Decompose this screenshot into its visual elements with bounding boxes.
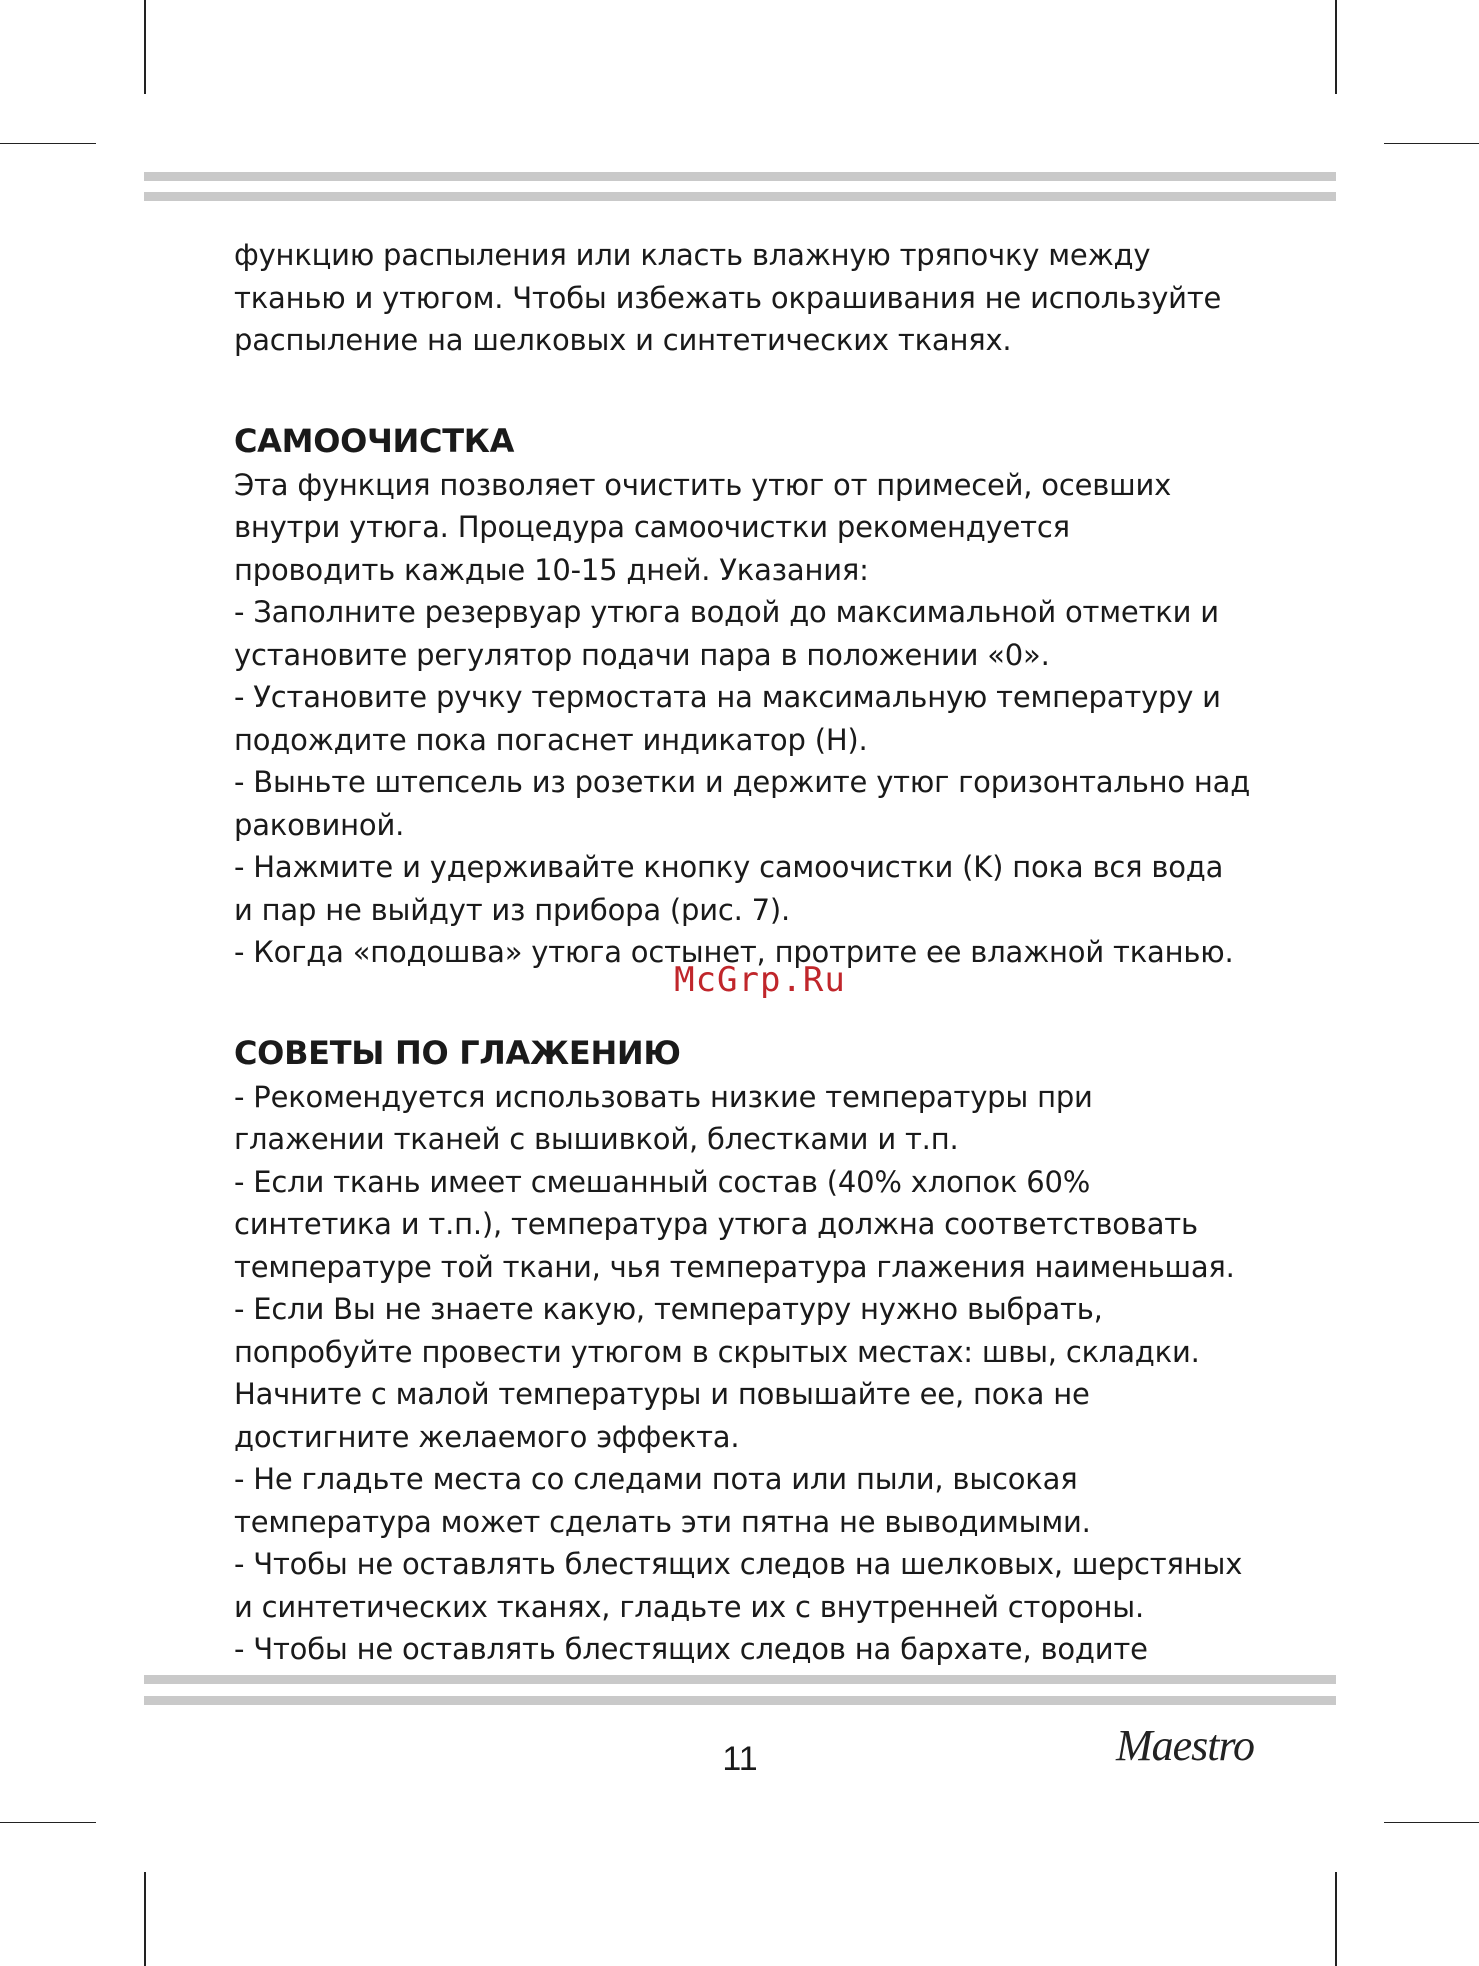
text-line: распыление на шелковых и синтетических тканях. xyxy=(234,323,1012,357)
page-content xyxy=(234,234,1274,1671)
text-line: проводить каждые 10-15 дней. Указания: xyxy=(234,552,869,587)
crop-mark xyxy=(0,1822,96,1823)
crop-mark xyxy=(144,0,146,94)
spacer xyxy=(234,362,1274,418)
text-line: - Если ткань имеет смешанный состав (40% хлопок 60% xyxy=(234,1164,1091,1199)
text-line: раковиной. xyxy=(234,807,405,842)
text-line: - Заполните резервуар утюга водой до максимальной отметки и xyxy=(234,595,1219,629)
text-line: - Чтобы не оставлять блестящих следов на шелковых, шерстяных xyxy=(234,1547,1243,1581)
intro-section xyxy=(234,234,1274,362)
text-line: Начните с малой температуры и повышайте ее, пока не xyxy=(234,1377,1090,1411)
text-line: глажении тканей с вышивкой, блестками и т.п. xyxy=(234,1122,959,1156)
section-heading: САМООЧИСТКА xyxy=(234,421,515,460)
text-line: внутри утюга. Процедура самоочистки рекомендуется xyxy=(234,510,1070,544)
text-line: Эта функция позволяет очистить утюг от примесей, осевших xyxy=(234,467,1172,502)
text-line: - Нажмите и удерживайте кнопку самоочистки (K) пока вся вода xyxy=(234,850,1224,884)
text-line: - Если Вы не знаете какую, температуру нужно выбрать, xyxy=(234,1292,1103,1326)
crop-mark xyxy=(1384,143,1479,144)
text-line: - Установите ручку термостата на максимальную температуру и xyxy=(234,680,1221,714)
header-rule xyxy=(144,192,1336,201)
text-line: установите регулятор подачи пара в положении «0». xyxy=(234,637,1050,672)
crop-mark xyxy=(144,1872,146,1966)
crop-mark xyxy=(1335,0,1337,94)
page-number: 11 xyxy=(722,1740,758,1778)
text-line: подождите пока погаснет индикатор (H). xyxy=(234,722,868,757)
brand-logo: Maestro xyxy=(1115,1721,1254,1770)
text-line: тканью и утюгом. Чтобы избежать окрашивания не используйте xyxy=(234,280,1222,315)
text-line: достигните желаемого эффекта. xyxy=(234,1419,740,1454)
footer-rule xyxy=(144,1696,1336,1705)
text-line: температуре той ткани, чья температура глажения наименьшая. xyxy=(234,1249,1235,1284)
text-line: - Рекомендуется использовать низкие температуры при xyxy=(234,1079,1093,1114)
footer-rule xyxy=(144,1675,1336,1684)
section-heading: СОВЕТЫ ПО ГЛАЖЕНИЮ xyxy=(234,1033,681,1072)
text-line: температура может сделать эти пятна не выводимыми. xyxy=(234,1504,1091,1539)
text-line: - Выньте штепсель из розетки и держите утюг горизонтально над xyxy=(234,765,1251,799)
text-line: функцию распыления или класть влажную тряпочку между xyxy=(234,238,1151,272)
text-line: - Когда «подошва» утюга остынет, протрите ее влажной тканью. xyxy=(234,935,1234,969)
self-cleaning-section xyxy=(234,418,1274,974)
text-line: - Чтобы не оставлять блестящих следов на бархате, водите xyxy=(234,1632,1148,1666)
crop-mark xyxy=(1384,1822,1479,1823)
ironing-tips-section xyxy=(234,1030,1274,1671)
text-line: - Не гладьте места со следами пота или пыли, высокая xyxy=(234,1462,1078,1496)
header-rule xyxy=(144,172,1336,181)
watermark-text: McGrp.Ru xyxy=(674,960,846,1000)
text-line: попробуйте провести утюгом в скрытых местах: швы, складки. xyxy=(234,1334,1200,1369)
text-line: и синтетических тканях, гладьте их с внутренней стороны. xyxy=(234,1589,1144,1624)
crop-mark xyxy=(0,143,96,144)
crop-mark xyxy=(1335,1872,1337,1966)
text-line: и пар не выйдут из прибора (рис. 7). xyxy=(234,892,791,927)
text-line: синтетика и т.п.), температура утюга должна соответствовать xyxy=(234,1207,1198,1241)
